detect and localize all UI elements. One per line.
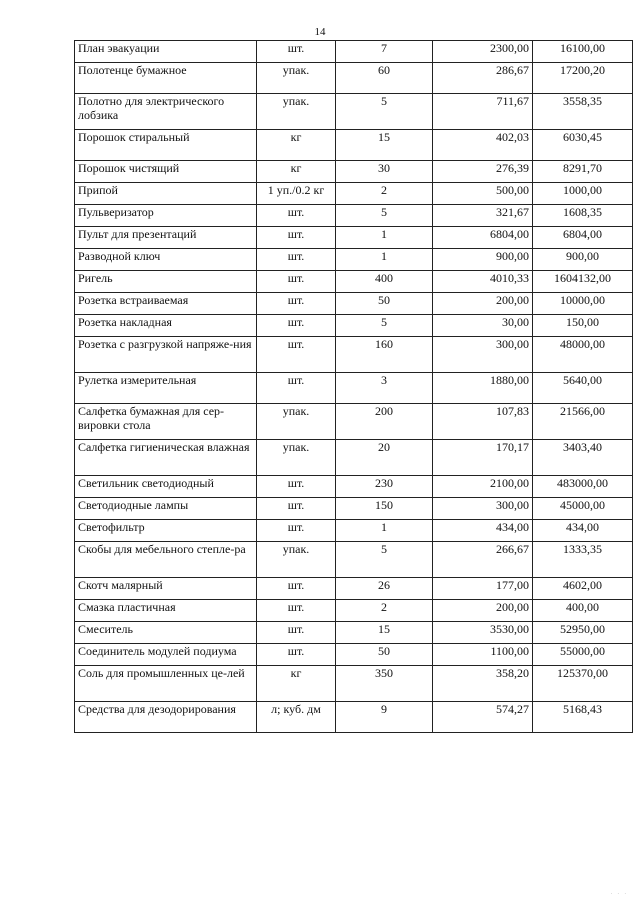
item-total: 48000,00	[533, 337, 633, 373]
item-unit: 1 уп./0.2 кг	[257, 183, 336, 205]
item-name: Средства для дезодорирования	[75, 702, 257, 733]
item-name: Соединитель модулей подиума	[75, 644, 257, 666]
item-unit: шт.	[257, 498, 336, 520]
item-name: Смазка пластичная	[75, 600, 257, 622]
table-row	[75, 249, 633, 271]
item-quantity: 350	[336, 666, 433, 702]
item-total: 1000,00	[533, 183, 633, 205]
table-row	[75, 293, 633, 315]
item-unit: шт.	[257, 315, 336, 337]
item-total: 3558,35	[533, 94, 633, 130]
item-name: Светофильтр	[75, 520, 257, 542]
item-unit: упак.	[257, 94, 336, 130]
table-row	[75, 440, 633, 476]
item-total: 21566,00	[533, 404, 633, 440]
item-quantity: 20	[336, 440, 433, 476]
item-total: 45000,00	[533, 498, 633, 520]
table-row	[75, 315, 633, 337]
table-row	[75, 600, 633, 622]
item-quantity: 15	[336, 622, 433, 644]
item-price: 900,00	[433, 249, 533, 271]
item-name: Розетка с разгрузкой напряже-ния	[75, 337, 257, 373]
item-name: Светильник светодиодный	[75, 476, 257, 498]
item-unit: шт.	[257, 337, 336, 373]
item-quantity: 2	[336, 183, 433, 205]
item-name: Смеситель	[75, 622, 257, 644]
item-price: 500,00	[433, 183, 533, 205]
item-unit: упак.	[257, 542, 336, 578]
item-unit: кг	[257, 130, 336, 161]
item-total: 434,00	[533, 520, 633, 542]
item-unit: шт.	[257, 373, 336, 404]
table-row	[75, 130, 633, 161]
item-price: 321,67	[433, 205, 533, 227]
item-unit: шт.	[257, 622, 336, 644]
item-name: Салфетка гигиеническая влажная	[75, 440, 257, 476]
item-quantity: 5	[336, 205, 433, 227]
item-price: 358,20	[433, 666, 533, 702]
table-row	[75, 373, 633, 404]
table-row	[75, 666, 633, 702]
item-price: 276,39	[433, 161, 533, 183]
item-name: Розетка накладная	[75, 315, 257, 337]
item-unit: шт.	[257, 293, 336, 315]
item-price: 4010,33	[433, 271, 533, 293]
item-price: 402,03	[433, 130, 533, 161]
item-unit: шт.	[257, 271, 336, 293]
item-quantity: 9	[336, 702, 433, 733]
item-quantity: 1	[336, 227, 433, 249]
item-quantity: 50	[336, 293, 433, 315]
item-name: Розетка встраиваемая	[75, 293, 257, 315]
item-unit: упак.	[257, 63, 336, 94]
item-unit: шт.	[257, 600, 336, 622]
table-row	[75, 542, 633, 578]
item-total: 4602,00	[533, 578, 633, 600]
item-price: 30,00	[433, 315, 533, 337]
item-quantity: 160	[336, 337, 433, 373]
item-unit: шт.	[257, 520, 336, 542]
item-quantity: 5	[336, 315, 433, 337]
table-row	[75, 702, 633, 733]
item-price: 711,67	[433, 94, 533, 130]
table-row	[75, 476, 633, 498]
item-quantity: 150	[336, 498, 433, 520]
item-total: 1333,35	[533, 542, 633, 578]
item-name: Порошок чистящий	[75, 161, 257, 183]
item-name: План эвакуации	[75, 41, 257, 63]
item-total: 52950,00	[533, 622, 633, 644]
items-table-body	[75, 41, 633, 733]
item-name: Светодиодные лампы	[75, 498, 257, 520]
item-name: Рулетка измерительная	[75, 373, 257, 404]
item-total: 10000,00	[533, 293, 633, 315]
item-unit: шт.	[257, 205, 336, 227]
item-total: 150,00	[533, 315, 633, 337]
item-name: Ригель	[75, 271, 257, 293]
item-quantity: 230	[336, 476, 433, 498]
item-quantity: 15	[336, 130, 433, 161]
item-name: Разводной ключ	[75, 249, 257, 271]
item-quantity: 3	[336, 373, 433, 404]
items-table	[74, 40, 633, 733]
table-row	[75, 644, 633, 666]
item-price: 266,67	[433, 542, 533, 578]
item-unit: шт.	[257, 227, 336, 249]
table-row	[75, 205, 633, 227]
item-quantity: 400	[336, 271, 433, 293]
item-quantity: 1	[336, 520, 433, 542]
item-quantity: 26	[336, 578, 433, 600]
item-price: 177,00	[433, 578, 533, 600]
item-name: Салфетка бумажная для сер-вировки стола	[75, 404, 257, 440]
table-row	[75, 41, 633, 63]
table-row	[75, 498, 633, 520]
item-quantity: 1	[336, 249, 433, 271]
table-row	[75, 520, 633, 542]
item-quantity: 7	[336, 41, 433, 63]
item-name: Припой	[75, 183, 257, 205]
item-total: 1604132,00	[533, 271, 633, 293]
item-price: 3530,00	[433, 622, 533, 644]
item-price: 300,00	[433, 498, 533, 520]
table-row	[75, 271, 633, 293]
item-total: 3403,40	[533, 440, 633, 476]
item-price: 300,00	[433, 337, 533, 373]
table-row	[75, 337, 633, 373]
item-unit: шт.	[257, 644, 336, 666]
item-total: 5168,43	[533, 702, 633, 733]
item-quantity: 30	[336, 161, 433, 183]
item-name: Пульт для презентаций	[75, 227, 257, 249]
item-name: Скотч малярный	[75, 578, 257, 600]
item-total: 900,00	[533, 249, 633, 271]
item-name: Скобы для мебельного степле-ра	[75, 542, 257, 578]
item-name: Полотенце бумажное	[75, 63, 257, 94]
item-price: 2100,00	[433, 476, 533, 498]
item-total: 400,00	[533, 600, 633, 622]
page-number: 14	[314, 26, 326, 38]
table-row	[75, 63, 633, 94]
item-unit: упак.	[257, 404, 336, 440]
table-row	[75, 622, 633, 644]
item-price: 170,17	[433, 440, 533, 476]
table-row	[75, 227, 633, 249]
item-price: 2300,00	[433, 41, 533, 63]
item-total: 125370,00	[533, 666, 633, 702]
item-total: 5640,00	[533, 373, 633, 404]
item-price: 574,27	[433, 702, 533, 733]
item-unit: л; куб. дм	[257, 702, 336, 733]
item-price: 107,83	[433, 404, 533, 440]
item-total: 6804,00	[533, 227, 633, 249]
item-price: 200,00	[433, 600, 533, 622]
item-name: Полотно для электрического лобзика	[75, 94, 257, 130]
item-total: 483000,00	[533, 476, 633, 498]
item-name: Пульверизатор	[75, 205, 257, 227]
item-total: 6030,45	[533, 130, 633, 161]
item-unit: шт.	[257, 41, 336, 63]
item-price: 1100,00	[433, 644, 533, 666]
item-quantity: 5	[336, 94, 433, 130]
item-total: 1608,35	[533, 205, 633, 227]
item-unit: шт.	[257, 249, 336, 271]
item-price: 286,67	[433, 63, 533, 94]
item-name: Порошок стиральный	[75, 130, 257, 161]
table-row	[75, 161, 633, 183]
item-total: 17200,20	[533, 63, 633, 94]
item-quantity: 2	[336, 600, 433, 622]
item-unit: упак.	[257, 440, 336, 476]
scan-artifact-marks: · · ·	[610, 892, 628, 897]
item-quantity: 5	[336, 542, 433, 578]
table-row	[75, 183, 633, 205]
item-unit: кг	[257, 161, 336, 183]
item-quantity: 60	[336, 63, 433, 94]
item-total: 55000,00	[533, 644, 633, 666]
item-total: 8291,70	[533, 161, 633, 183]
item-unit: кг	[257, 666, 336, 702]
item-unit: шт.	[257, 476, 336, 498]
table-row	[75, 404, 633, 440]
table-row	[75, 578, 633, 600]
item-price: 200,00	[433, 293, 533, 315]
table-row	[75, 94, 633, 130]
item-quantity: 50	[336, 644, 433, 666]
item-quantity: 200	[336, 404, 433, 440]
item-total: 16100,00	[533, 41, 633, 63]
item-price: 434,00	[433, 520, 533, 542]
item-unit: шт.	[257, 578, 336, 600]
item-price: 1880,00	[433, 373, 533, 404]
item-price: 6804,00	[433, 227, 533, 249]
item-name: Соль для промышленных це-лей	[75, 666, 257, 702]
